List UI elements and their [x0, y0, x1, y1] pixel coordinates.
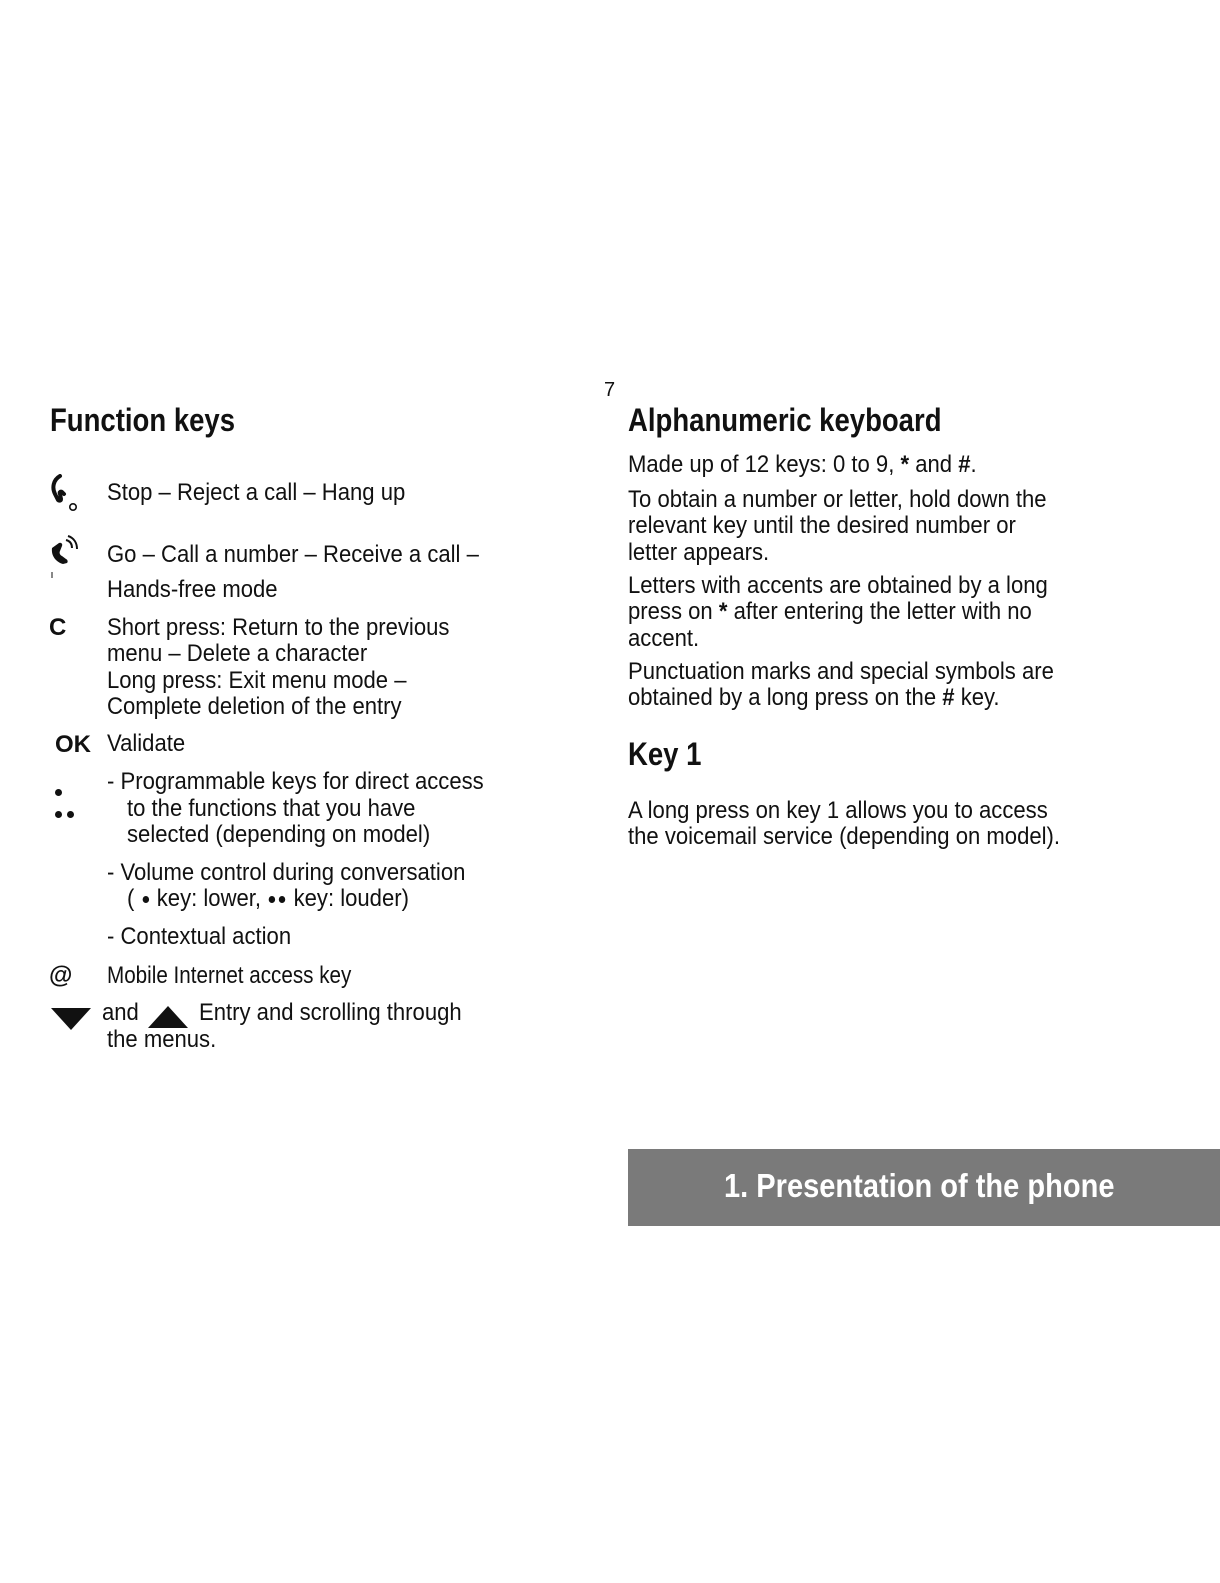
nav-description-line2: the menus.: [107, 1026, 217, 1053]
star-symbol-2: *: [718, 598, 728, 625]
star-symbol: *: [900, 451, 910, 478]
function-keys-heading: Function keys: [50, 402, 236, 438]
arrow-up-icon: [148, 1006, 188, 1028]
key1-heading: Key 1: [628, 736, 702, 772]
at-key-description: Mobile Internet access key: [107, 962, 352, 989]
go-key-description-line2: Hands-free mode: [107, 576, 278, 603]
hash-symbol-2: #: [942, 684, 955, 711]
page-number: 7: [604, 379, 616, 401]
go-key-description-line1: Go – Call a number – Receive a call –: [107, 541, 479, 568]
keyboard-p1: Made up of 12 keys: 0 to 9, * and #.: [628, 451, 977, 478]
programmable-keys-line3: selected (depending on model): [127, 821, 431, 848]
ok-key-label: OK: [55, 731, 91, 758]
key1-line2: the voicemail service (depending on model).: [628, 823, 1061, 850]
keyboard-p4-line1: Punctuation marks and special symbols are: [628, 658, 1054, 685]
arrow-down-icon: [51, 1008, 91, 1030]
nav-and: and: [102, 999, 139, 1026]
keyboard-p3-line2: press on * after entering the letter with no: [628, 598, 1032, 625]
stop-key-description: Stop – Reject a call – Hang up: [107, 479, 406, 506]
louder-key-dot-1: [269, 896, 275, 903]
at-key-label: @: [49, 962, 73, 989]
keyboard-p2-line1: To obtain a number or letter, hold down the: [628, 486, 1047, 513]
hang-up-icon: [48, 474, 80, 514]
chapter-banner: [628, 1149, 1220, 1226]
lower-key-dot: [142, 896, 148, 903]
c-key-description-line2: menu – Delete a character: [107, 640, 368, 667]
c-key-description-line1: Short press: Return to the previous: [107, 614, 450, 641]
c-key-description-line3: Long press: Exit menu mode –: [107, 667, 407, 694]
c-key-description-line4: Complete deletion of the entry: [107, 693, 402, 720]
keyboard-p3-line3: accent.: [628, 625, 700, 652]
chapter-title: 1. Presentation of the phone: [724, 1167, 1115, 1204]
alphanumeric-keyboard-heading: Alphanumeric keyboard: [628, 402, 942, 438]
louder-key-dot-2: [279, 896, 285, 903]
key1-line1: A long press on key 1 allows you to access: [628, 797, 1048, 824]
keyboard-p4-line2: obtained by a long press on the # key.: [628, 684, 1000, 711]
hash-symbol: #: [958, 451, 971, 478]
volume-control-line2: ( key: lower, key: louder): [127, 885, 409, 912]
keyboard-p2-line3: letter appears.: [628, 539, 770, 566]
ok-key-description: Validate: [107, 730, 186, 757]
programmable-keys-icon: [52, 785, 82, 825]
contextual-action: - Contextual action: [107, 923, 292, 950]
keyboard-p2-line2: relevant key until the desired number or: [628, 512, 1016, 539]
c-key-label: C: [49, 614, 67, 641]
volume-control-line1: - Volume control during conversation: [107, 859, 466, 886]
keyboard-p3-line1: Letters with accents are obtained by a long: [628, 572, 1048, 599]
programmable-keys-line1: - Programmable keys for direct access: [107, 768, 484, 795]
programmable-keys-line2: to the functions that you have: [127, 795, 416, 822]
call-icon: [48, 534, 82, 578]
nav-description-line1: Entry and scrolling through: [199, 999, 462, 1026]
